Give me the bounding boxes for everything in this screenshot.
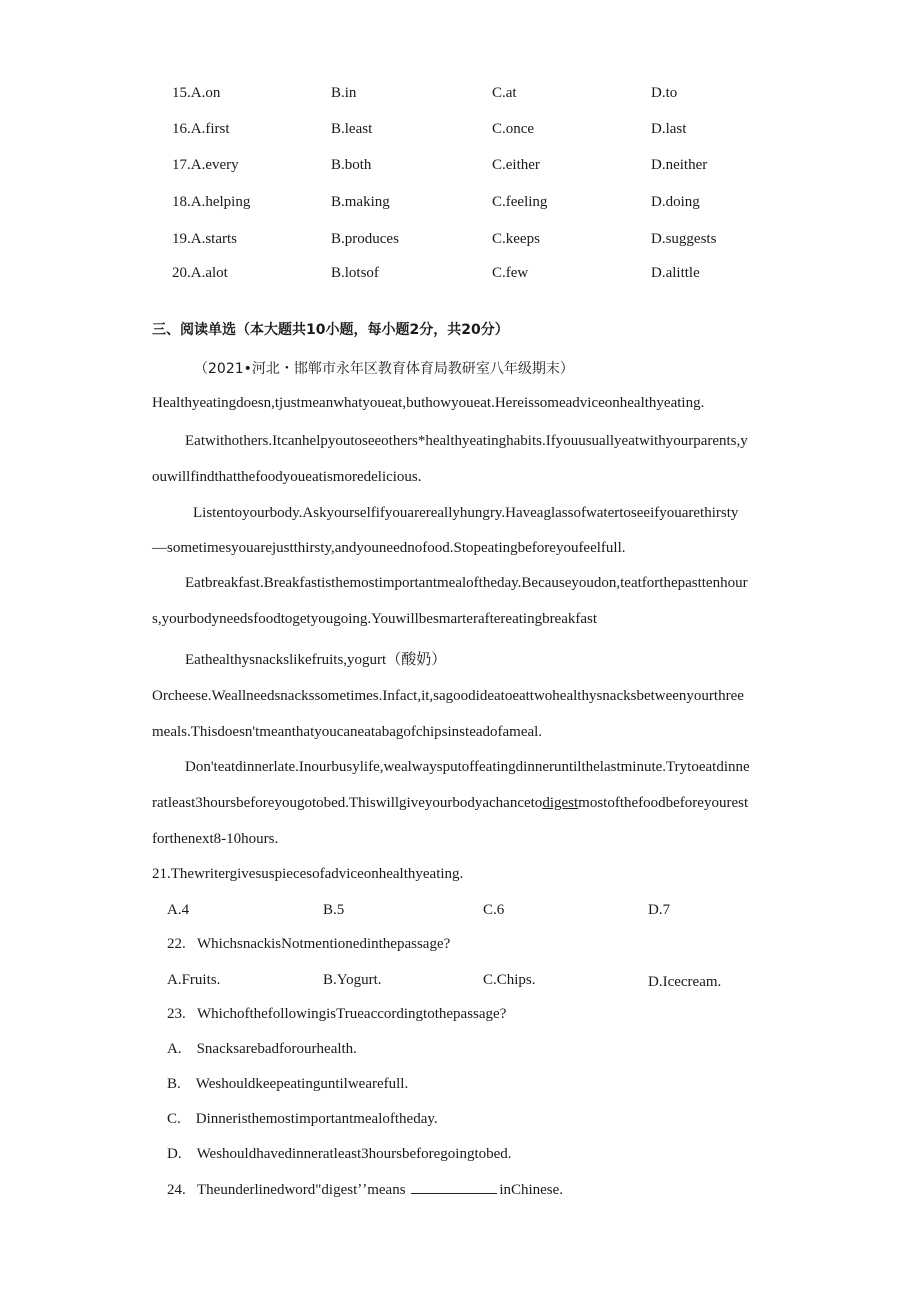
option-19-a: 19.A.starts: [172, 231, 237, 247]
question-23-option-c: C. Dinneristhemostimportantmealoftheday.: [167, 1111, 438, 1127]
passage-line: Don'teatdinnerlate.Inourbusylife,wealwaysputoffeatingdinneruntilthelastminute.Trytoeatdinne: [185, 759, 750, 775]
option-15-b: B.in: [331, 85, 357, 101]
question-22-option-d: D.Icecream.: [648, 974, 722, 990]
passage-line: Listentoyourbody.Askyourselfifyouarereallyhungry.Haveaglassofwatertoseeifyouarethirsty: [193, 505, 739, 521]
passage-line: Orcheese.Weallneedsnackssometimes.Infact,it,sagoodideatoeattwohealthysnacksbetweenyourthree: [152, 688, 744, 704]
question-22-stem: 22. WhichsnackisNotmentionedinthepassage?: [167, 936, 451, 952]
passage-line: ouwillfindthatthefoodyoueatismoredelicious.: [152, 469, 422, 485]
passage-line: Eathealthysnackslikefruits,yogurt（酸奶）: [185, 652, 447, 668]
question-21-option-b: B.5: [323, 902, 345, 918]
question-23-option-b: B. Weshouldkeepeatinguntilwearefull.: [167, 1076, 409, 1092]
passage-line: —sometimesyouarejustthirsty,andyouneednofood.Stopeatingbeforeyoufeelfull.: [152, 540, 626, 556]
option-16-c: C.once: [492, 121, 535, 137]
question-24-text: 24. Theunderlinedword"digestʼʼmeans: [167, 1182, 406, 1198]
source-note: （2021•河北・邯郸市永年区教育体育局教研室八年级期末）: [194, 361, 574, 377]
question-24-stem: [167, 1181, 563, 1199]
question-21-option-a: A.4: [167, 902, 190, 918]
option-16-b: B.least: [331, 121, 373, 137]
option-15-a: 15.A.on: [172, 85, 221, 101]
passage-line: Eatbreakfast.Breakfastisthemostimportantmealoftheday.Becauseyoudon,teatforthepasttenhour: [185, 575, 748, 591]
underlined-word-digest: digest: [542, 795, 579, 811]
option-20-b: B.lotsof: [331, 265, 379, 281]
option-16-a: 16.A.first: [172, 121, 230, 137]
option-17-d: D.neither: [651, 157, 708, 173]
option-20-d: D.alittle: [651, 265, 700, 281]
question-22-option-a: A.Fruits.: [167, 972, 221, 988]
section-title: 三、阅读单选（本大题共10小题，每小题2分，共20分）: [152, 322, 509, 338]
question-23-option-d: D. Weshouldhavedinneratleast3hoursbeforegoingtobed.: [167, 1146, 512, 1162]
option-19-d: D.suggests: [651, 231, 717, 247]
option-15-c: C.at: [492, 85, 517, 101]
option-17-b: B.both: [331, 157, 372, 173]
option-19-b: B.produces: [331, 231, 399, 247]
option-20-c: C.few: [492, 265, 529, 281]
question-22-option-c: C.Chips.: [483, 972, 536, 988]
option-18-a: 18.A.helping: [172, 194, 251, 210]
option-19-c: C.keeps: [492, 231, 540, 247]
question-23-stem: 23. WhichofthefollowingisTrueaccordingtothepassage?: [167, 1006, 507, 1022]
passage-line: Eatwithothers.Itcanhelpyoutoseeothers*healthyeatinghabits.Ifyouusuallyeatwithyourparents,y: [185, 433, 748, 449]
question-21-option-d: D.7: [648, 902, 671, 918]
option-15-d: D.to: [651, 85, 678, 101]
answer-blank: [411, 1181, 497, 1194]
passage-line: forthenext8-10hours.: [152, 831, 279, 847]
option-17-a: 17.A.every: [172, 157, 239, 173]
option-18-b: B.making: [331, 194, 390, 210]
passage-intro: Healthyeatingdoesn,tjustmeanwhatyoueat,buthowyoueat.Hereissomeadviceonhealthyeating.: [152, 395, 705, 411]
question-22-option-b: B.Yogurt.: [323, 972, 382, 988]
passage-line: [152, 795, 748, 812]
question-23-option-a: A. Snacksarebadforourhealth.: [167, 1041, 357, 1057]
option-17-c: C.either: [492, 157, 540, 173]
question-21-stem: 21.Thewritergivesuspiecesofadviceonhealthyeating.: [152, 866, 464, 882]
passage-text: mostofthefoodbeforeyourest: [578, 795, 749, 811]
option-16-d: D.last: [651, 121, 687, 137]
option-20-a: 20.A.alot: [172, 265, 228, 281]
question-21-option-c: C.6: [483, 902, 505, 918]
passage-line: s,yourbodyneedsfoodtogetyougoing.Youwillbesmarteraftereatingbreakfast: [152, 611, 598, 627]
passage-text: ratleast3hoursbeforeyougotobed.Thiswillgiveyourbodyachanceto: [152, 795, 543, 811]
passage-line: meals.Thisdoesn'tmeanthatyoucaneatabagofchipsinsteadofameal.: [152, 724, 543, 740]
option-18-c: C.feeling: [492, 194, 548, 210]
option-18-d: D.doing: [651, 194, 700, 210]
question-24-text: inChinese.: [499, 1182, 564, 1198]
